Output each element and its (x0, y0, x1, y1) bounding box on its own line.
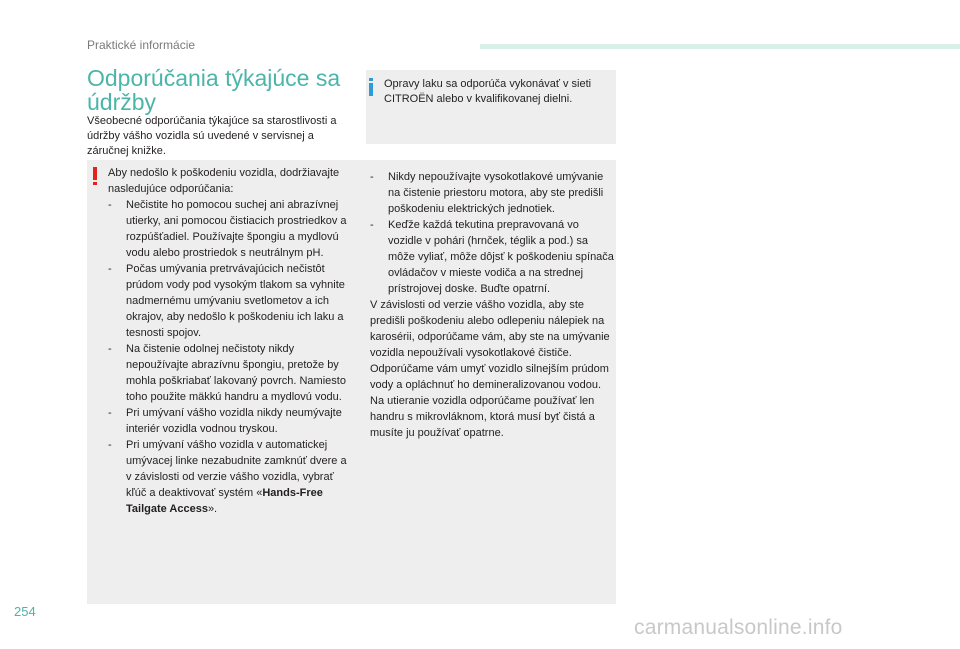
warning-icon (93, 167, 97, 185)
list-item: - Na čistenie odolnej nečistoty nikdy nepoužívajte abrazívnu špongiu, pretože by mohla poškriabať lakovaný povrch. Namiesto toho použite mäkkú handru a mydlovú vodu. (108, 341, 354, 405)
section-label: Praktické informácie (87, 38, 196, 52)
list-item (108, 437, 354, 517)
paragraph: V závislosti od verzie vášho vozidla, aby ste predišli poškodeniu alebo odlepeniu nálepiek na karosérii, odporúčame vám, aby ste na umývanie vozidla nepoužívali vysokotlakové čističe. Odporúčame vám umyť vozidlo silnejším prúdom vody a opláchnuť ho demineralizovanou vodou. (370, 299, 610, 391)
warning-left-column (108, 165, 354, 517)
list-item-text: Pri umývaní vášho vozidla v automatickej umývacej linke nezabudnite zamknúť dvere a v závislosti od verzie vášho vozidla, vybrať kľúč a deaktivovať systém « (126, 439, 347, 499)
header-accent-bar (480, 44, 960, 49)
watermark: carmanualsonline.info (634, 616, 843, 639)
list-item: - Nikdy nepoužívajte vysokotlakové umývanie na čistenie priestoru motora, aby ste predišli poškodeniu elektrických jednotiek. (370, 169, 614, 217)
paragraph: Na utieranie vozidla odporúčame používať len handru s mikrovláknom, ktorá musí byť čistá a musíte ju používať opatrne. (370, 395, 595, 439)
intro-text: Všeobecné odporúčania týkajúce sa starostlivosti a údržby vášho vozidla sú uvedené v servisnej a záručnej knižke. (87, 115, 337, 157)
list-item: - Počas umývania pretrvávajúcich nečistôt prúdom vody pod vysokým tlakom sa vyhnite nadmernému umývaniu svetlometov a ich okrajov, aby nedošlo k poškodeniu ich laku a tesnosti spojov. (108, 261, 354, 341)
warning-right-column (370, 169, 614, 441)
warning-lead: Aby nedošlo k poškodeniu vozidla, dodržiavajte nasledujúce odporúčania: (108, 167, 340, 195)
info-icon (369, 78, 373, 96)
list-item: - Keďže každá tekutina prepravovaná vo vozidle v pohári (hrnček, téglik a pod.) sa môže vyliať, môže dôjsť k poškodeniu spínača ovládačov v mieste vodiča a na strednej prístrojovej doske. Buďte opatrní. (370, 217, 614, 297)
list-item: - Nečistite ho pomocou suchej ani abrazívnej utierky, ani pomocou čistiacich prostriedkov a rozpúšťadiel. Používajte špongiu a mydlovú vodu alebo prostriedok s neutrálnym pH. (108, 197, 354, 261)
page-title: Odporúčania týkajúce sa údržby (87, 65, 341, 115)
warning-list-right (370, 169, 614, 297)
page-number: 254 (14, 604, 36, 619)
list-item-text: ». (207, 503, 218, 515)
list-item: - Pri umývaní vášho vozidla nikdy neumývajte interiér vozidla vodnou tryskou. (108, 405, 354, 437)
info-text: Opravy laku sa odporúča vykonávať v sieti CITROËN alebo v kvalifikovanej dielni. (384, 78, 592, 105)
warning-list-left (108, 197, 354, 517)
hands-free-tailgate-term: Hands-Free Tailgate Access (126, 487, 323, 515)
